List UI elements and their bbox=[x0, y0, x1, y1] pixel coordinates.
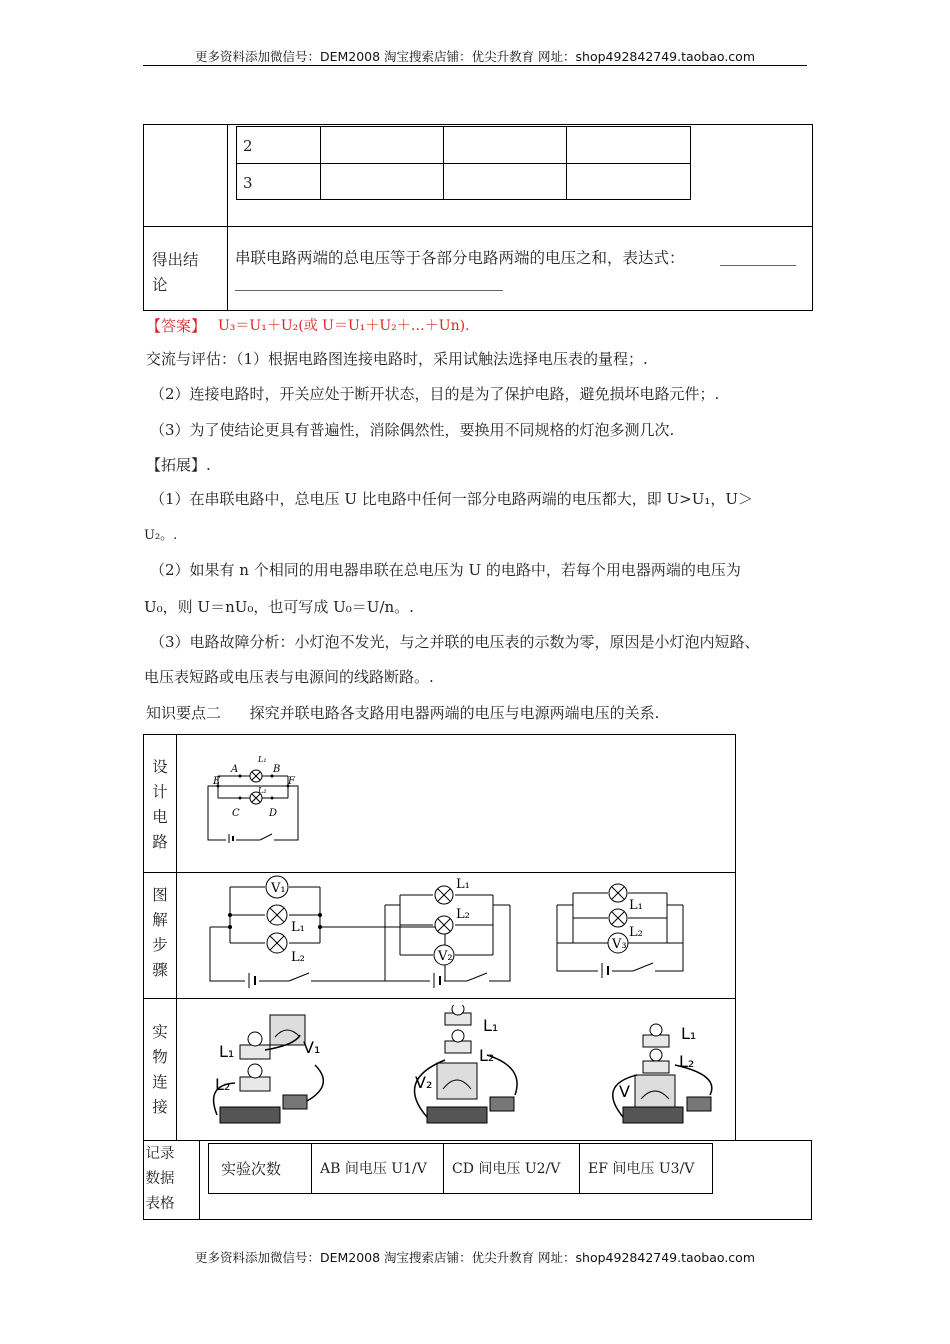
wiring-photo-1 bbox=[214, 1015, 324, 1123]
svg-text:L₂: L₂ bbox=[456, 907, 470, 922]
record-header-cd: CD 间电压 U2/V bbox=[452, 1161, 561, 1177]
svg-text:V₂: V₂ bbox=[415, 1073, 433, 1092]
battery-icon bbox=[623, 1107, 683, 1123]
conclusion-label: 得出结论 bbox=[152, 251, 199, 294]
extension-line-6: 电压表短路或电压表与电源间的线路断路。. bbox=[144, 668, 434, 686]
svg-text:L₁: L₁ bbox=[258, 755, 267, 764]
row-label-physical: 实物连接 bbox=[152, 1023, 168, 1116]
bulb-icon bbox=[452, 1005, 464, 1015]
svg-text:L₁: L₁ bbox=[483, 1016, 499, 1035]
extension-line-5: （3）电路故障分析：小灯泡不发光，与之并联的电压表的示数为零，原因是小灯泡内短路、 bbox=[150, 633, 760, 651]
svg-text:V₃: V₃ bbox=[612, 937, 627, 952]
inner-col-3 bbox=[566, 126, 567, 200]
evaluation-line-1: 交流与评估：（1）根据电路图连接电路时，采用试触法选择电压表的量程；. bbox=[146, 350, 648, 368]
extension-line-1: （1）在串联电路中，总电压 U 比电路中任何一部分电路两端的电压都大，即 U>U₁，U＞ bbox=[150, 490, 753, 508]
page-footer: 更多资料添加微信号：DEM2008 淘宝搜索店铺：优尖升教育 网址：shop492842749.taobao.com bbox=[194, 1250, 756, 1265]
bulb-icon bbox=[267, 905, 287, 925]
section-2-heading: 知识要点二 探究并联电路各支路用电器两端的电压与电源两端电压的关系. bbox=[146, 704, 660, 722]
svg-text:V₁: V₁ bbox=[303, 1038, 321, 1057]
bulb-icon bbox=[267, 933, 287, 953]
svg-text:L₂: L₂ bbox=[258, 786, 267, 795]
svg-text:C: C bbox=[232, 808, 240, 819]
conclusion-blank-2 bbox=[235, 290, 503, 291]
conclusion-blank-1 bbox=[720, 265, 796, 266]
bulb-icon bbox=[435, 886, 453, 904]
svg-text:V₁: V₁ bbox=[271, 881, 286, 896]
parallel-row-divider-2 bbox=[143, 998, 736, 999]
row-label-design: 设计电路 bbox=[152, 758, 168, 851]
bulb-icon bbox=[248, 1064, 262, 1078]
extension-title: 【拓展】. bbox=[146, 456, 211, 474]
bulb-icon bbox=[435, 916, 453, 934]
svg-text:L₂: L₂ bbox=[629, 925, 643, 940]
inner-row-divider bbox=[236, 163, 691, 164]
battery-icon bbox=[427, 1107, 487, 1123]
page-header: 更多资料添加微信号：DEM2008 淘宝搜索店铺：优尖升教育 网址：shop492842749.taobao.com bbox=[194, 49, 756, 64]
svg-text:L₁: L₁ bbox=[681, 1024, 697, 1043]
record-col-3 bbox=[579, 1143, 580, 1194]
row-number-3: 3 bbox=[243, 174, 253, 192]
record-col-2 bbox=[443, 1143, 444, 1194]
svg-text:V₂: V₂ bbox=[438, 949, 453, 964]
svg-text:A: A bbox=[231, 764, 239, 775]
svg-text:L₁: L₁ bbox=[291, 920, 305, 935]
svg-text:L₁: L₁ bbox=[456, 877, 470, 892]
design-circuit-diagram bbox=[200, 748, 330, 848]
bulb-icon bbox=[248, 1032, 262, 1046]
evaluation-line-3: （3）为了使结论更具有普遍性，消除偶然性，要换用不同规格的灯泡多测几次. bbox=[150, 421, 675, 439]
svg-text:L₂: L₂ bbox=[679, 1052, 695, 1071]
bulb-icon bbox=[650, 1049, 662, 1061]
battery-icon bbox=[220, 1107, 280, 1123]
inner-col-1 bbox=[320, 126, 321, 200]
svg-text:L₂: L₂ bbox=[215, 1075, 231, 1094]
row-label-steps: 图解步骤 bbox=[152, 886, 168, 979]
svg-text:L₁: L₁ bbox=[219, 1042, 235, 1061]
physical-wiring-illustrations bbox=[205, 1005, 730, 1130]
switch-icon bbox=[687, 1097, 711, 1111]
bulb-icon bbox=[609, 909, 627, 927]
extension-line-2: U₂。. bbox=[144, 528, 178, 543]
bulb-icon bbox=[609, 884, 627, 902]
svg-text:L₂: L₂ bbox=[291, 950, 305, 965]
record-header-ab: AB 间电压 U1/V bbox=[320, 1161, 427, 1177]
svg-text:E: E bbox=[213, 776, 221, 787]
svg-text:L₂: L₂ bbox=[479, 1046, 495, 1065]
extension-line-3: （2）如果有 n 个相同的用电器串联在总电压为 U 的电路中，若每个用电器两端的电压为 bbox=[150, 561, 741, 579]
row-label-record: 记录数据表格 bbox=[145, 1146, 175, 1212]
parallel-table-col-divider bbox=[176, 734, 177, 1141]
switch-icon bbox=[490, 1097, 514, 1111]
conclusion-text: 串联电路两端的总电压等于各部分电路两端的电压之和，表达式： bbox=[235, 249, 685, 267]
extension-line-4: U₀，则 U＝nU₀，也可写成 U₀＝U/n。. bbox=[144, 598, 414, 616]
parallel-row-divider-1 bbox=[143, 872, 736, 873]
svg-text:V: V bbox=[619, 1082, 630, 1101]
inner-col-2 bbox=[443, 126, 444, 200]
series-table-row-divider bbox=[143, 226, 813, 227]
record-col-1 bbox=[311, 1143, 312, 1194]
voltmeter-icon bbox=[437, 1063, 477, 1099]
switch-icon bbox=[283, 1095, 307, 1109]
step-diagrams bbox=[205, 875, 725, 990]
bulb-icon bbox=[650, 1024, 662, 1036]
wiring-photo-3 bbox=[613, 1024, 712, 1123]
bulb-icon bbox=[452, 1030, 464, 1042]
data-record-col-divider bbox=[199, 1140, 200, 1220]
evaluation-line-2: （2）连接电路时，开关应处于断开状态，目的是为了保护电路，避免损坏电路元件；. bbox=[150, 385, 720, 403]
series-table-col-divider bbox=[227, 124, 228, 311]
answer-tag: 【答案】 bbox=[146, 317, 207, 335]
svg-text:B: B bbox=[273, 764, 281, 775]
svg-text:D: D bbox=[269, 808, 278, 819]
bulb-icon bbox=[250, 770, 262, 782]
record-header-ef: EF 间电压 U3/V bbox=[588, 1161, 695, 1177]
svg-text:F: F bbox=[288, 776, 295, 787]
answer-text: U₃＝U₁＋U₂(或 U＝U₁＋U₂＋…＋Un). bbox=[218, 318, 470, 334]
row-number-2: 2 bbox=[243, 137, 253, 155]
svg-text:L₁: L₁ bbox=[629, 898, 643, 913]
wiring-photo-2 bbox=[415, 1005, 518, 1123]
record-header-trials: 实验次数 bbox=[221, 1160, 282, 1178]
header-rule bbox=[143, 65, 807, 66]
